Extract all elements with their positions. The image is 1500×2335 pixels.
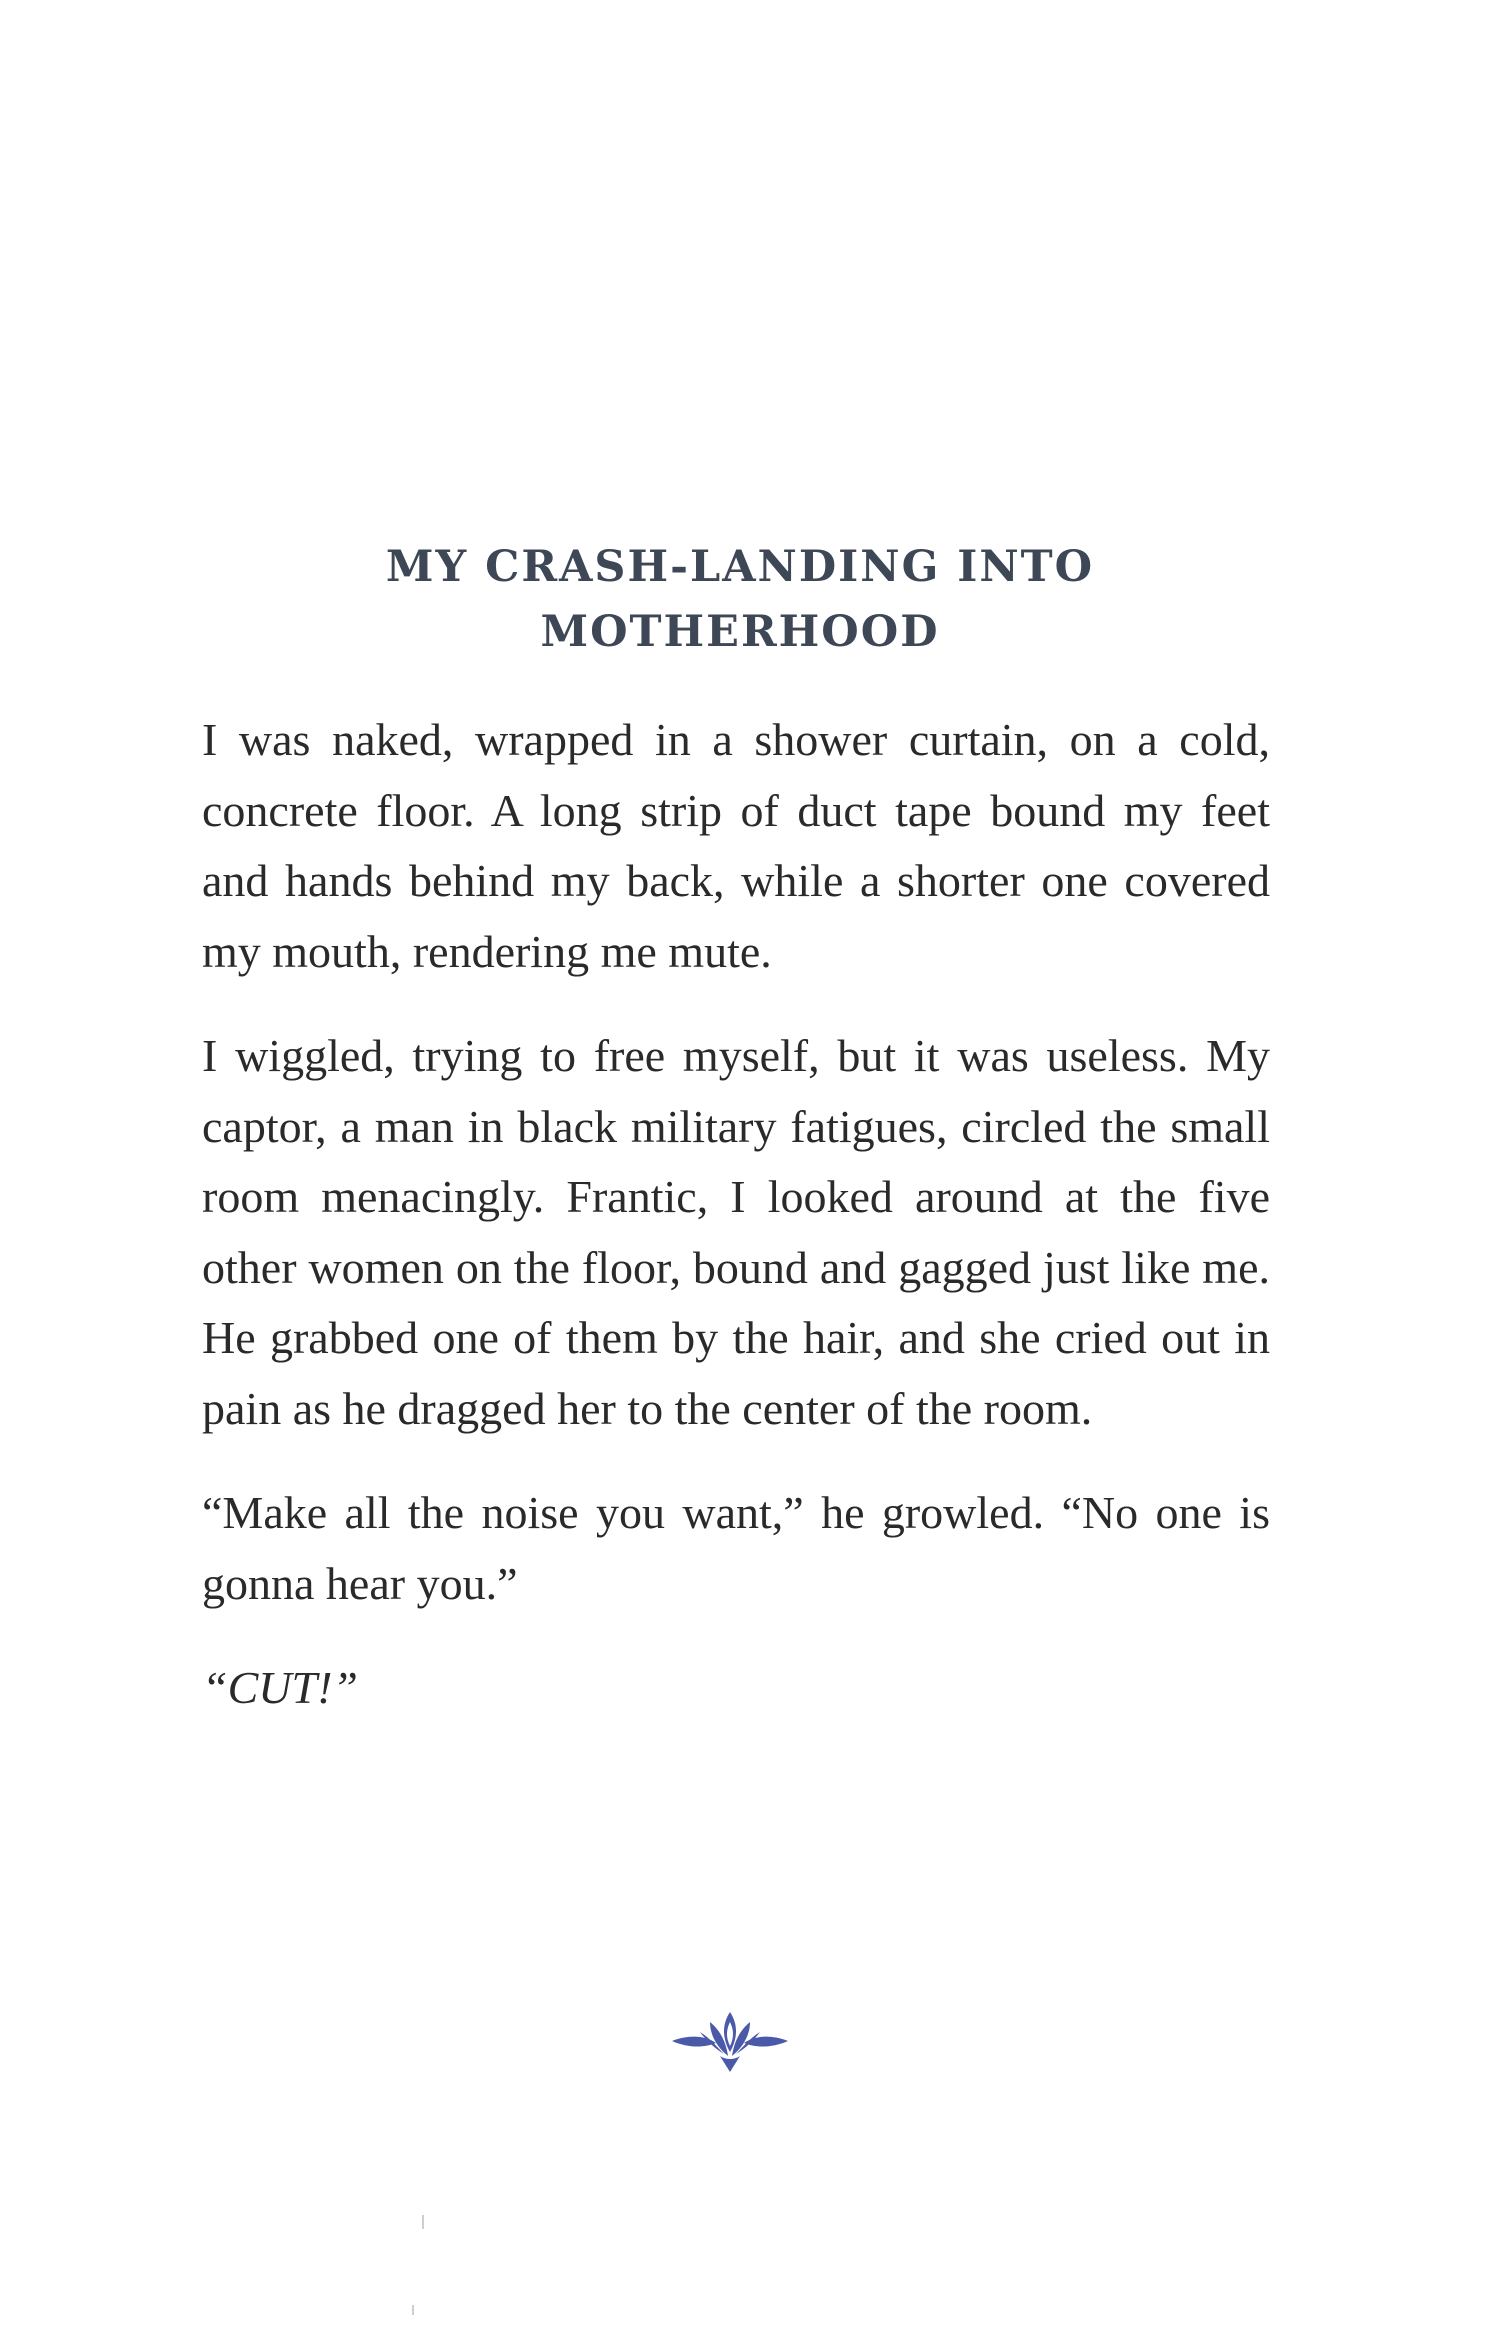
chapter-title-line-1: MY CRASH-LANDING INTO: [385, 542, 1095, 592]
lotus-flourish-icon: [670, 2008, 790, 2078]
chapter-title-line-2: MOTHERHOOD: [540, 607, 940, 657]
chapter-body: [202, 705, 1270, 1758]
paragraph-4: “CUT!”: [202, 1662, 358, 1713]
paragraph-3: “Make all the noise you want,” he growled. “No one is gonna hear you.”: [202, 1487, 1270, 1609]
paragraph-2: I wiggled, trying to free myself, but it was useless. My captor, a man in black military fatigues, circled the small room menacingly. Frantic, I looked around at the five other women on the floor, bound and gagged just like me. He grabbed one of them by the hair, and she cried out in pain as he dragged her to the center of the room.: [202, 1030, 1270, 1434]
chapter-title: [200, 535, 1280, 665]
scan-speck: [412, 2305, 414, 2315]
paragraph-1: I was naked, wrapped in a shower curtain, on a cold, concrete floor. A long strip of duct tape bound my feet and hands behind my back, while a shorter one covered my mouth, rendering me mute.: [202, 714, 1270, 977]
scan-speck: [422, 2215, 424, 2229]
